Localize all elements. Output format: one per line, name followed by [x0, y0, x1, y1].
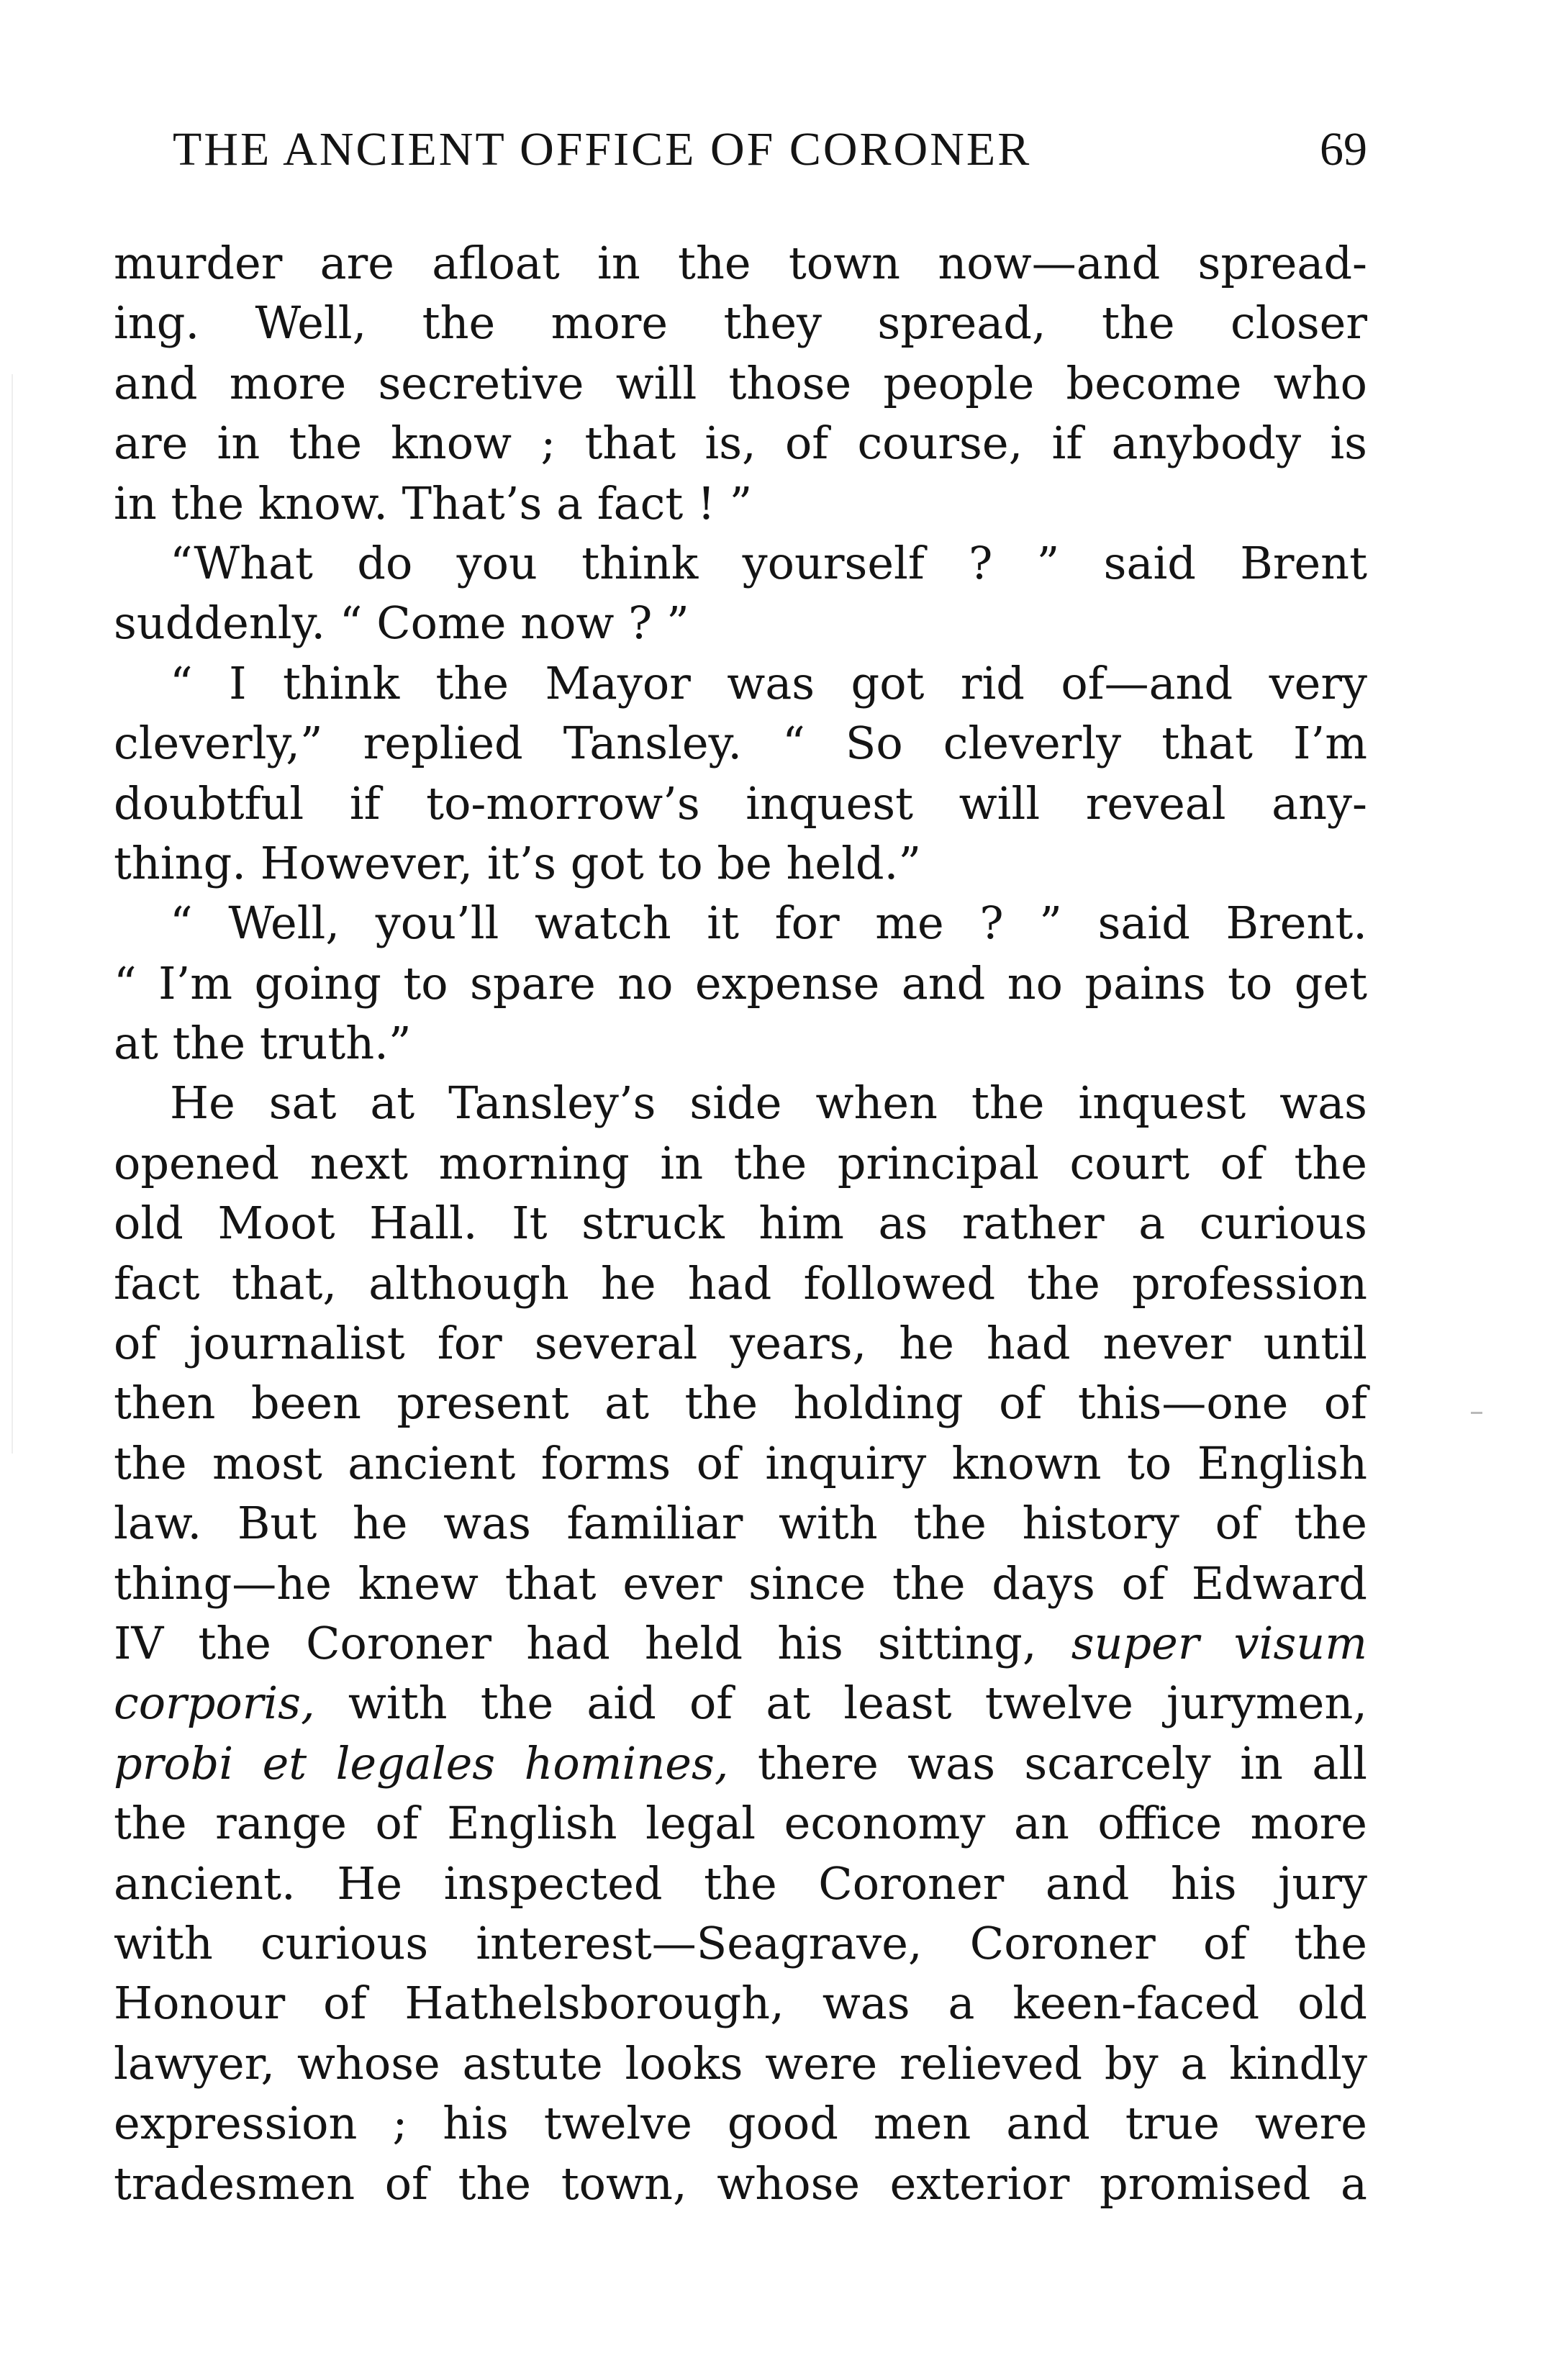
text-segment: with the aid of at least twelve jurymen, [348, 1677, 1367, 1730]
text-line-mixed [114, 1673, 1367, 1733]
text-line: doubtful if to-morrow’s inquest will reveal any- [114, 776, 1367, 830]
latin-phrase: super visum [1071, 1616, 1367, 1669]
text-line: with curious interest—Seagrave, Coroner of the [114, 1916, 1367, 1969]
text-line: law. But he was familiar with the history of the [114, 1497, 1367, 1550]
text-line-mixed [114, 1733, 1367, 1793]
text-line: the range of English legal economy an office more [114, 1797, 1367, 1850]
text-segment: there was scarcely in all [757, 1736, 1367, 1790]
text-line: the most ancient forms of inquiry known to English [114, 1436, 1367, 1490]
scan-edge-mark [12, 374, 13, 1454]
text-line: “What do you think yourself ? ” said Brent [170, 536, 1367, 589]
text-line: fact that, although he had followed the profession [114, 1256, 1367, 1310]
text-line: “ Well, you’ll watch it for me ? ” said Brent. [170, 897, 1367, 950]
text-line: old Moot Hall. It struck him as rather a curious [114, 1197, 1367, 1250]
text-line: “ I’m going to spare no expense and no pains to get [114, 956, 1367, 1010]
latin-phrase: probi et legales homines, [114, 1736, 729, 1790]
text-line: at the truth.” [114, 1017, 412, 1070]
running-head [173, 121, 1367, 178]
text-line: thing. However, it’s got to be held.” [114, 836, 922, 889]
text-line-mixed [114, 1613, 1367, 1673]
text-line: opened next morning in the principal court of the [114, 1136, 1367, 1189]
text-segment: IV the Coroner had held his sitting, [114, 1616, 1037, 1669]
text-line: “ I think the Mayor was got rid of—and very [170, 656, 1367, 709]
text-line: lawyer, whose astute looks were relieved by a kindly [114, 2036, 1367, 2090]
text-line: tradesmen of the town, whose exterior promised a [114, 2157, 1367, 2210]
text-line: thing—he knew that ever since the days of Edward [114, 1556, 1367, 1610]
text-line: ing. Well, the more they spread, the closer [114, 296, 1367, 350]
margin-dash-mark [1471, 1412, 1482, 1414]
text-line: and more secretive will those people become who [114, 356, 1367, 409]
latin-phrase: corporis, [114, 1677, 315, 1730]
text-line: cleverly,” replied Tansley. “ So cleverly that I’m [114, 717, 1367, 770]
text-line: He sat at Tansley’s side when the inquest was [170, 1076, 1367, 1130]
page-number: 69 [1320, 123, 1367, 176]
text-line: then been present at the holding of this—one of [114, 1377, 1367, 1430]
text-line: Honour of Hathelsborough, was a keen-faced old [114, 1977, 1367, 2030]
running-title: THE ANCIENT OFFICE OF CORONER [173, 123, 1032, 176]
text-line: murder are afloat in the town now—and spread- [114, 237, 1367, 289]
text-line: ancient. He inspected the Coroner and his jury [114, 1856, 1367, 1910]
text-line: are in the know ; that is, of course, if anybody is [114, 417, 1367, 470]
text-line: expression ; his twelve good men and true were [114, 2097, 1367, 2150]
body-text [114, 233, 1367, 2213]
text-line: in the know. That’s a fact ! ” [114, 476, 753, 530]
text-line: of journalist for several years, he had never until [114, 1317, 1367, 1370]
text-line: suddenly. “ Come now ? ” [114, 597, 689, 650]
